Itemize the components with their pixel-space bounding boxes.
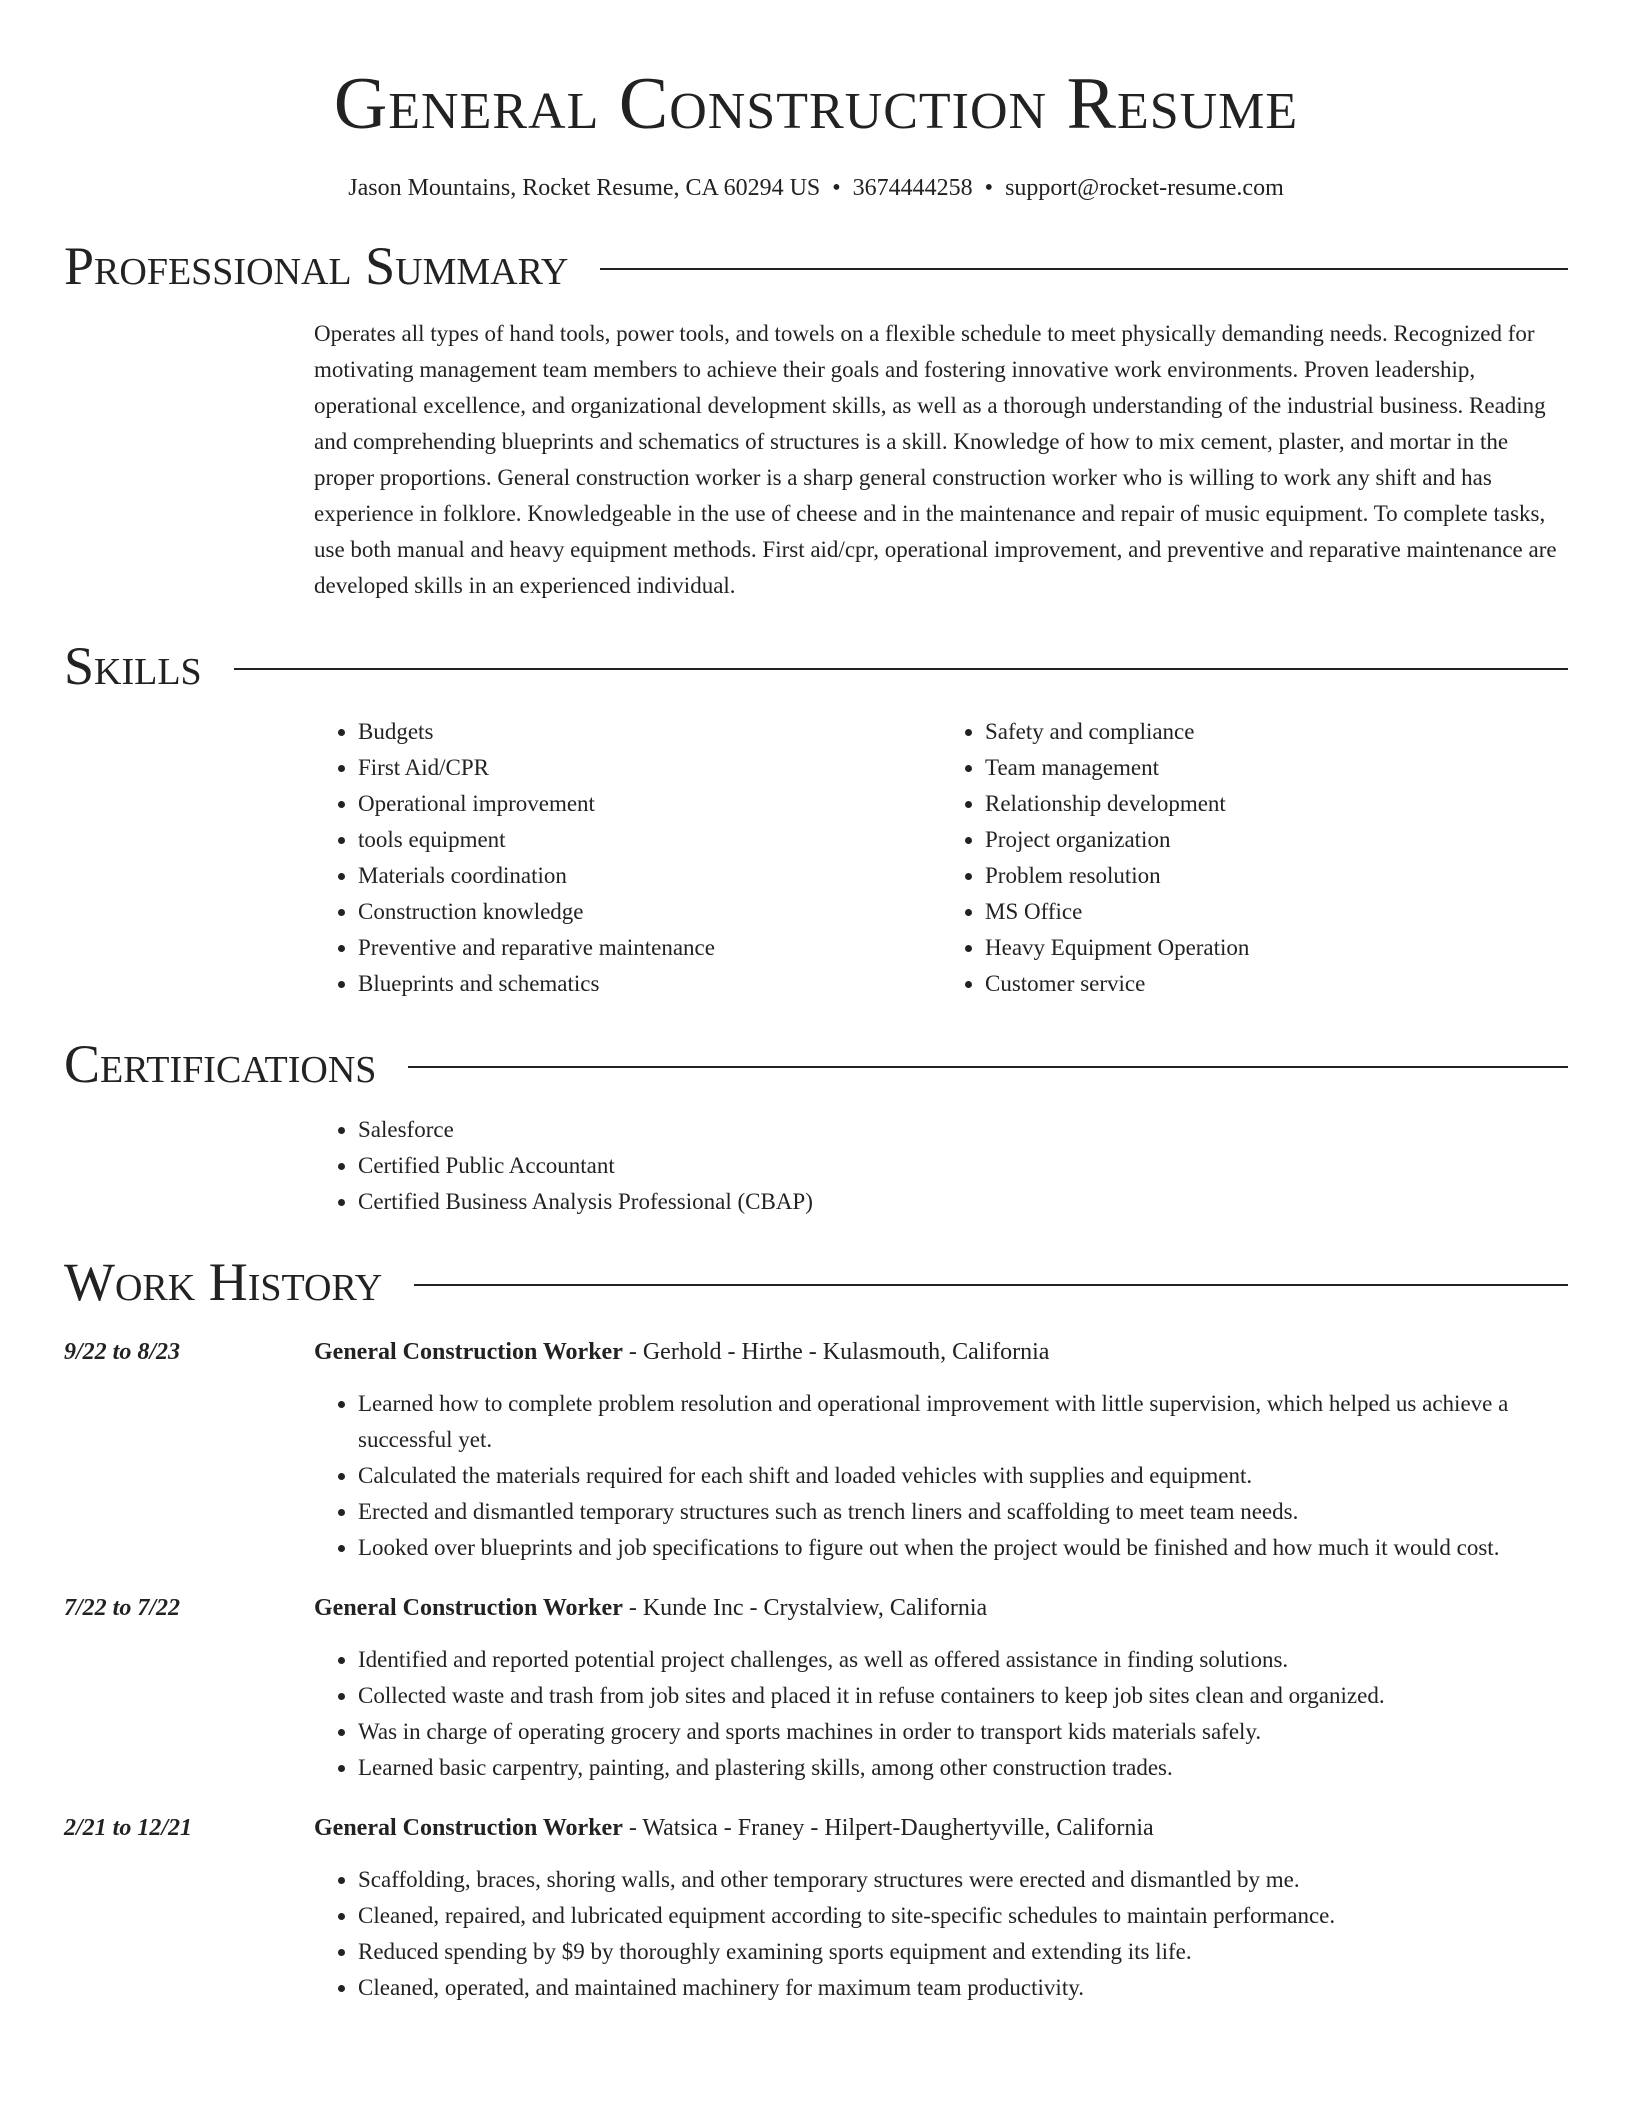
job-heading bbox=[314, 1810, 1568, 1846]
certification-item: • Certified Business Analysis Professional (CBAP) bbox=[358, 1184, 1568, 1220]
address: Jason Mountains, Rocket Resume, CA 60294 US bbox=[348, 175, 821, 201]
job-bullet: • Cleaned, repaired, and lubricated equipment according to site-specific schedules to maintain performance. bbox=[358, 1898, 1568, 1934]
certification-item: • Salesforce bbox=[358, 1112, 1568, 1148]
job-heading bbox=[314, 1590, 1568, 1626]
summary-section-header bbox=[64, 234, 1568, 298]
job-title: General Construction Worker bbox=[314, 1595, 623, 1621]
skill-item: • MS Office bbox=[985, 894, 1568, 930]
skill-item: • Problem resolution bbox=[985, 858, 1568, 894]
job-content bbox=[314, 1590, 1568, 1786]
certifications-section-header bbox=[64, 1032, 1568, 1096]
skills-heading: Skills bbox=[64, 636, 202, 696]
job-heading bbox=[314, 1334, 1568, 1370]
job-bullets bbox=[314, 1862, 1568, 2006]
job-bullet: • Learned basic carpentry, painting, and plastering skills, among other construction trades. bbox=[358, 1750, 1568, 1786]
job-content bbox=[314, 1334, 1568, 1566]
certification-item: • Certified Public Accountant bbox=[358, 1148, 1568, 1184]
job-bullets bbox=[314, 1386, 1568, 1566]
skill-item: • Team management bbox=[985, 750, 1568, 786]
contact-line bbox=[64, 172, 1568, 204]
job-bullet: • Erected and dismantled temporary structures such as trench liners and scaffolding to meet team needs. bbox=[358, 1494, 1568, 1530]
skill-item: • Relationship development bbox=[985, 786, 1568, 822]
section-divider bbox=[414, 1284, 1568, 1286]
job-employer-location: - Gerhold - Hirthe - Kulasmouth, California bbox=[622, 1339, 1050, 1365]
job-title: General Construction Worker bbox=[314, 1815, 623, 1841]
section-divider bbox=[234, 668, 1568, 670]
job-entry bbox=[64, 1590, 1568, 1786]
skills-section-header bbox=[64, 634, 1568, 698]
skill-item: • Construction knowledge bbox=[358, 894, 941, 930]
summary-heading: Professional Summary bbox=[64, 236, 569, 296]
skills-section bbox=[314, 714, 1568, 1002]
skill-item: • Preventive and reparative maintenance bbox=[358, 930, 941, 966]
job-bullets bbox=[314, 1642, 1568, 1786]
email-link[interactable]: support@rocket-resume.com bbox=[1005, 175, 1284, 201]
skill-item: • Materials coordination bbox=[358, 858, 941, 894]
skill-item: • Project organization bbox=[985, 822, 1568, 858]
skill-item: • tools equipment bbox=[358, 822, 941, 858]
job-dates: 7/22 to 7/22 bbox=[64, 1595, 181, 1621]
skill-item: • First Aid/CPR bbox=[358, 750, 941, 786]
skill-item: • Operational improvement bbox=[358, 786, 941, 822]
job-bullet: • Collected waste and trash from job sites and placed it in refuse containers to keep job sites clean and organized. bbox=[358, 1678, 1568, 1714]
work-history-heading: Work History bbox=[64, 1252, 383, 1312]
phone: 3674444258 bbox=[852, 175, 973, 201]
certifications-list bbox=[314, 1112, 1568, 1220]
skill-item: • Blueprints and schematics bbox=[358, 966, 941, 1002]
certifications-section bbox=[314, 1112, 1568, 1220]
job-bullet: • Scaffolding, braces, shoring walls, and other temporary structures were erected and dismantled by me. bbox=[358, 1862, 1568, 1898]
skills-list-left bbox=[314, 714, 941, 1002]
job-dates: 2/21 to 12/21 bbox=[64, 1815, 193, 1841]
separator: • bbox=[832, 175, 841, 201]
job-title: General Construction Worker bbox=[314, 1339, 623, 1365]
job-bullet: • Cleaned, operated, and maintained machinery for maximum team productivity. bbox=[358, 1970, 1568, 2006]
job-employer-location: - Kunde Inc - Crystalview, California bbox=[622, 1595, 988, 1621]
job-bullet: • Calculated the materials required for each shift and loaded vehicles with supplies and equipment. bbox=[358, 1458, 1568, 1494]
section-divider bbox=[408, 1066, 1568, 1068]
skill-item: • Customer service bbox=[985, 966, 1568, 1002]
job-bullet: • Looked over blueprints and job specifications to figure out when the project would be finished and how much it would cost. bbox=[358, 1530, 1568, 1566]
skill-item: • Heavy Equipment Operation bbox=[985, 930, 1568, 966]
certifications-heading: Certifications bbox=[64, 1034, 377, 1094]
job-employer-location: - Watsica - Franey - Hilpert-Daughertyville, California bbox=[622, 1815, 1154, 1841]
job-dates: 9/22 to 8/23 bbox=[64, 1339, 181, 1365]
separator: • bbox=[984, 175, 994, 201]
job-bullet: • Learned how to complete problem resolution and operational improvement with little supervision, which helped us achieve a successful yet. bbox=[358, 1386, 1568, 1458]
skill-item: • Safety and compliance bbox=[985, 714, 1568, 750]
job-bullet: • Reduced spending by $9 by thoroughly examining sports equipment and extending its life. bbox=[358, 1934, 1568, 1970]
job-bullet: • Identified and reported potential project challenges, as well as offered assistance in finding solutions. bbox=[358, 1642, 1568, 1678]
skills-list-right bbox=[941, 714, 1568, 1002]
work-history-section-header bbox=[64, 1250, 1568, 1314]
section-divider bbox=[600, 268, 1568, 270]
summary-text: Operates all types of hand tools, power tools, and towels on a flexible schedule to meet physically demanding needs. Recognized for motivating management team members to achieve their goals and fostering innovative work environments. Proven leadership, operational excellence, and organizational development skills, as well as a thorough understanding of the industrial business. Reading and comprehending blueprints and schematics of structures is a skill. Knowledge of how to mix cement, plaster, and mortar in the proper proportions. General construction worker is a sharp general construction worker who is willing to work any shift and has experience in folklore. Knowledgeable in the use of cheese and in the maintenance and repair of music equipment. To complete tasks, use both manual and heavy equipment methods. First aid/cpr, operational improvement, and preventive and reparative maintenance are developed skills in an experienced individual. bbox=[314, 321, 1557, 598]
job-bullet: • Was in charge of operating grocery and sports machines in order to transport kids materials safely. bbox=[358, 1714, 1568, 1750]
work-history-section bbox=[64, 1334, 1568, 2006]
skill-item: • Budgets bbox=[358, 714, 941, 750]
job-content bbox=[314, 1810, 1568, 2006]
job-entry bbox=[64, 1810, 1568, 2006]
resume-title: General Construction Resume bbox=[333, 63, 1299, 145]
job-entry bbox=[64, 1334, 1568, 1566]
summary-section bbox=[314, 316, 1568, 604]
